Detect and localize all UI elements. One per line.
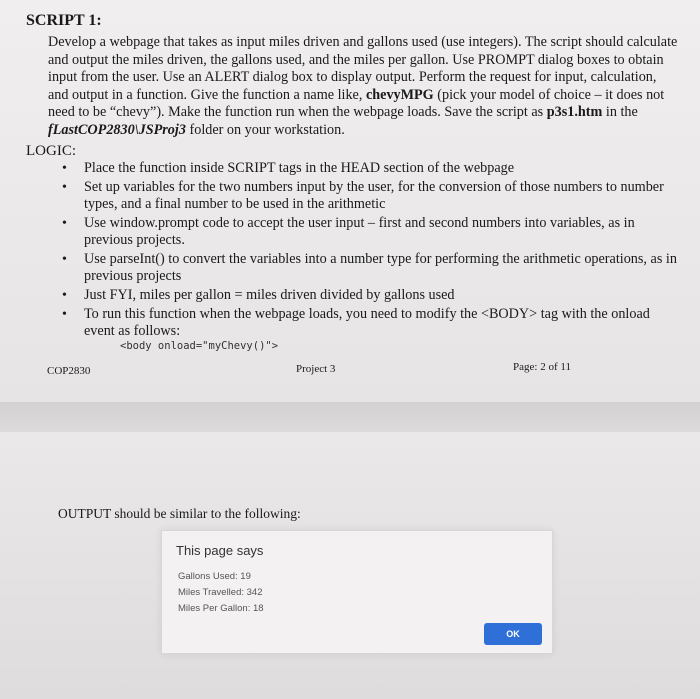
bullet-text: Use parseInt() to convert the variables into a number type for performing the arithmetic operations, as in previous projects bbox=[84, 251, 677, 284]
para-text: Develop a webpage that takes as input miles driven and gallons used (use integers). The script should calculate and output the miles driven, the gallons used, and the miles per gallon. Use PROMPT dialog boxes to obtain input from the user. Use an ALERT dialog box to display output. Perform the request for input, calculation, and output in a function. Give the function a name like, bbox=[48, 34, 678, 103]
para-text: folder on your workstation. bbox=[185, 121, 345, 138]
list-item bbox=[60, 287, 680, 304]
script-heading: SCRIPT 1: bbox=[26, 12, 102, 29]
list-item bbox=[60, 306, 680, 340]
bullet-text: Place the function inside SCRIPT tags in the HEAD section of the webpage bbox=[84, 160, 515, 176]
bullet-text: Set up variables for the two numbers input by the user, for the conversion of those numbers to number types, and a final number to be used in the arithmetic bbox=[84, 179, 664, 212]
bullet-icon: • bbox=[62, 307, 67, 322]
para-bold-function-name: chevyMPG bbox=[365, 86, 434, 103]
bullet-icon: • bbox=[62, 252, 67, 267]
para-text: (pick your model of choice – it does not need to be “chevy”). Make the function run when the webpage loads. Save the script as bbox=[48, 86, 665, 120]
bullet-icon: • bbox=[62, 216, 67, 231]
logic-bullet-list bbox=[60, 160, 680, 342]
list-item bbox=[60, 251, 680, 285]
output-label: OUTPUT should be similar to the following: bbox=[58, 506, 301, 521]
dialog-line-miles: Miles Travelled: 342 bbox=[178, 587, 263, 598]
dialog-title: This page says bbox=[176, 543, 264, 558]
alert-dialog bbox=[161, 530, 553, 654]
page-separator bbox=[0, 402, 700, 432]
ok-button[interactable]: OK bbox=[484, 623, 542, 645]
instructions-paragraph bbox=[48, 34, 678, 139]
bullet-text: Use window.prompt code to accept the user input – first and second numbers into variables, as in previous projects. bbox=[84, 215, 635, 248]
bullet-text: To run this function when the webpage loads, you need to modify the <BODY> tag with the onload event as follows: bbox=[84, 306, 650, 339]
para-bold-filename: p3s1.htm bbox=[546, 104, 603, 120]
bullet-icon: • bbox=[62, 288, 67, 303]
logic-label: LOGIC: bbox=[26, 143, 76, 159]
list-item bbox=[60, 160, 680, 177]
list-item bbox=[60, 215, 680, 249]
dialog-line-mpg: Miles Per Gallon: 18 bbox=[178, 603, 264, 614]
bullet-icon: • bbox=[62, 161, 67, 176]
bullet-icon: • bbox=[62, 180, 67, 195]
onload-code-sample: <body onload="myChevy()"> bbox=[120, 340, 279, 352]
list-item bbox=[60, 179, 680, 213]
dialog-line-gallons: Gallons Used: 19 bbox=[178, 571, 251, 582]
para-text: in the bbox=[602, 104, 638, 120]
footer-course: COP2830 bbox=[47, 365, 91, 377]
para-bold-folder: fLastCOP2830\JSProj3 bbox=[48, 121, 186, 138]
footer-project: Project 3 bbox=[296, 363, 336, 375]
bullet-text: Just FYI, miles per gallon = miles driven divided by gallons used bbox=[84, 287, 455, 303]
footer-page-number: Page: 2 of 11 bbox=[513, 361, 571, 373]
